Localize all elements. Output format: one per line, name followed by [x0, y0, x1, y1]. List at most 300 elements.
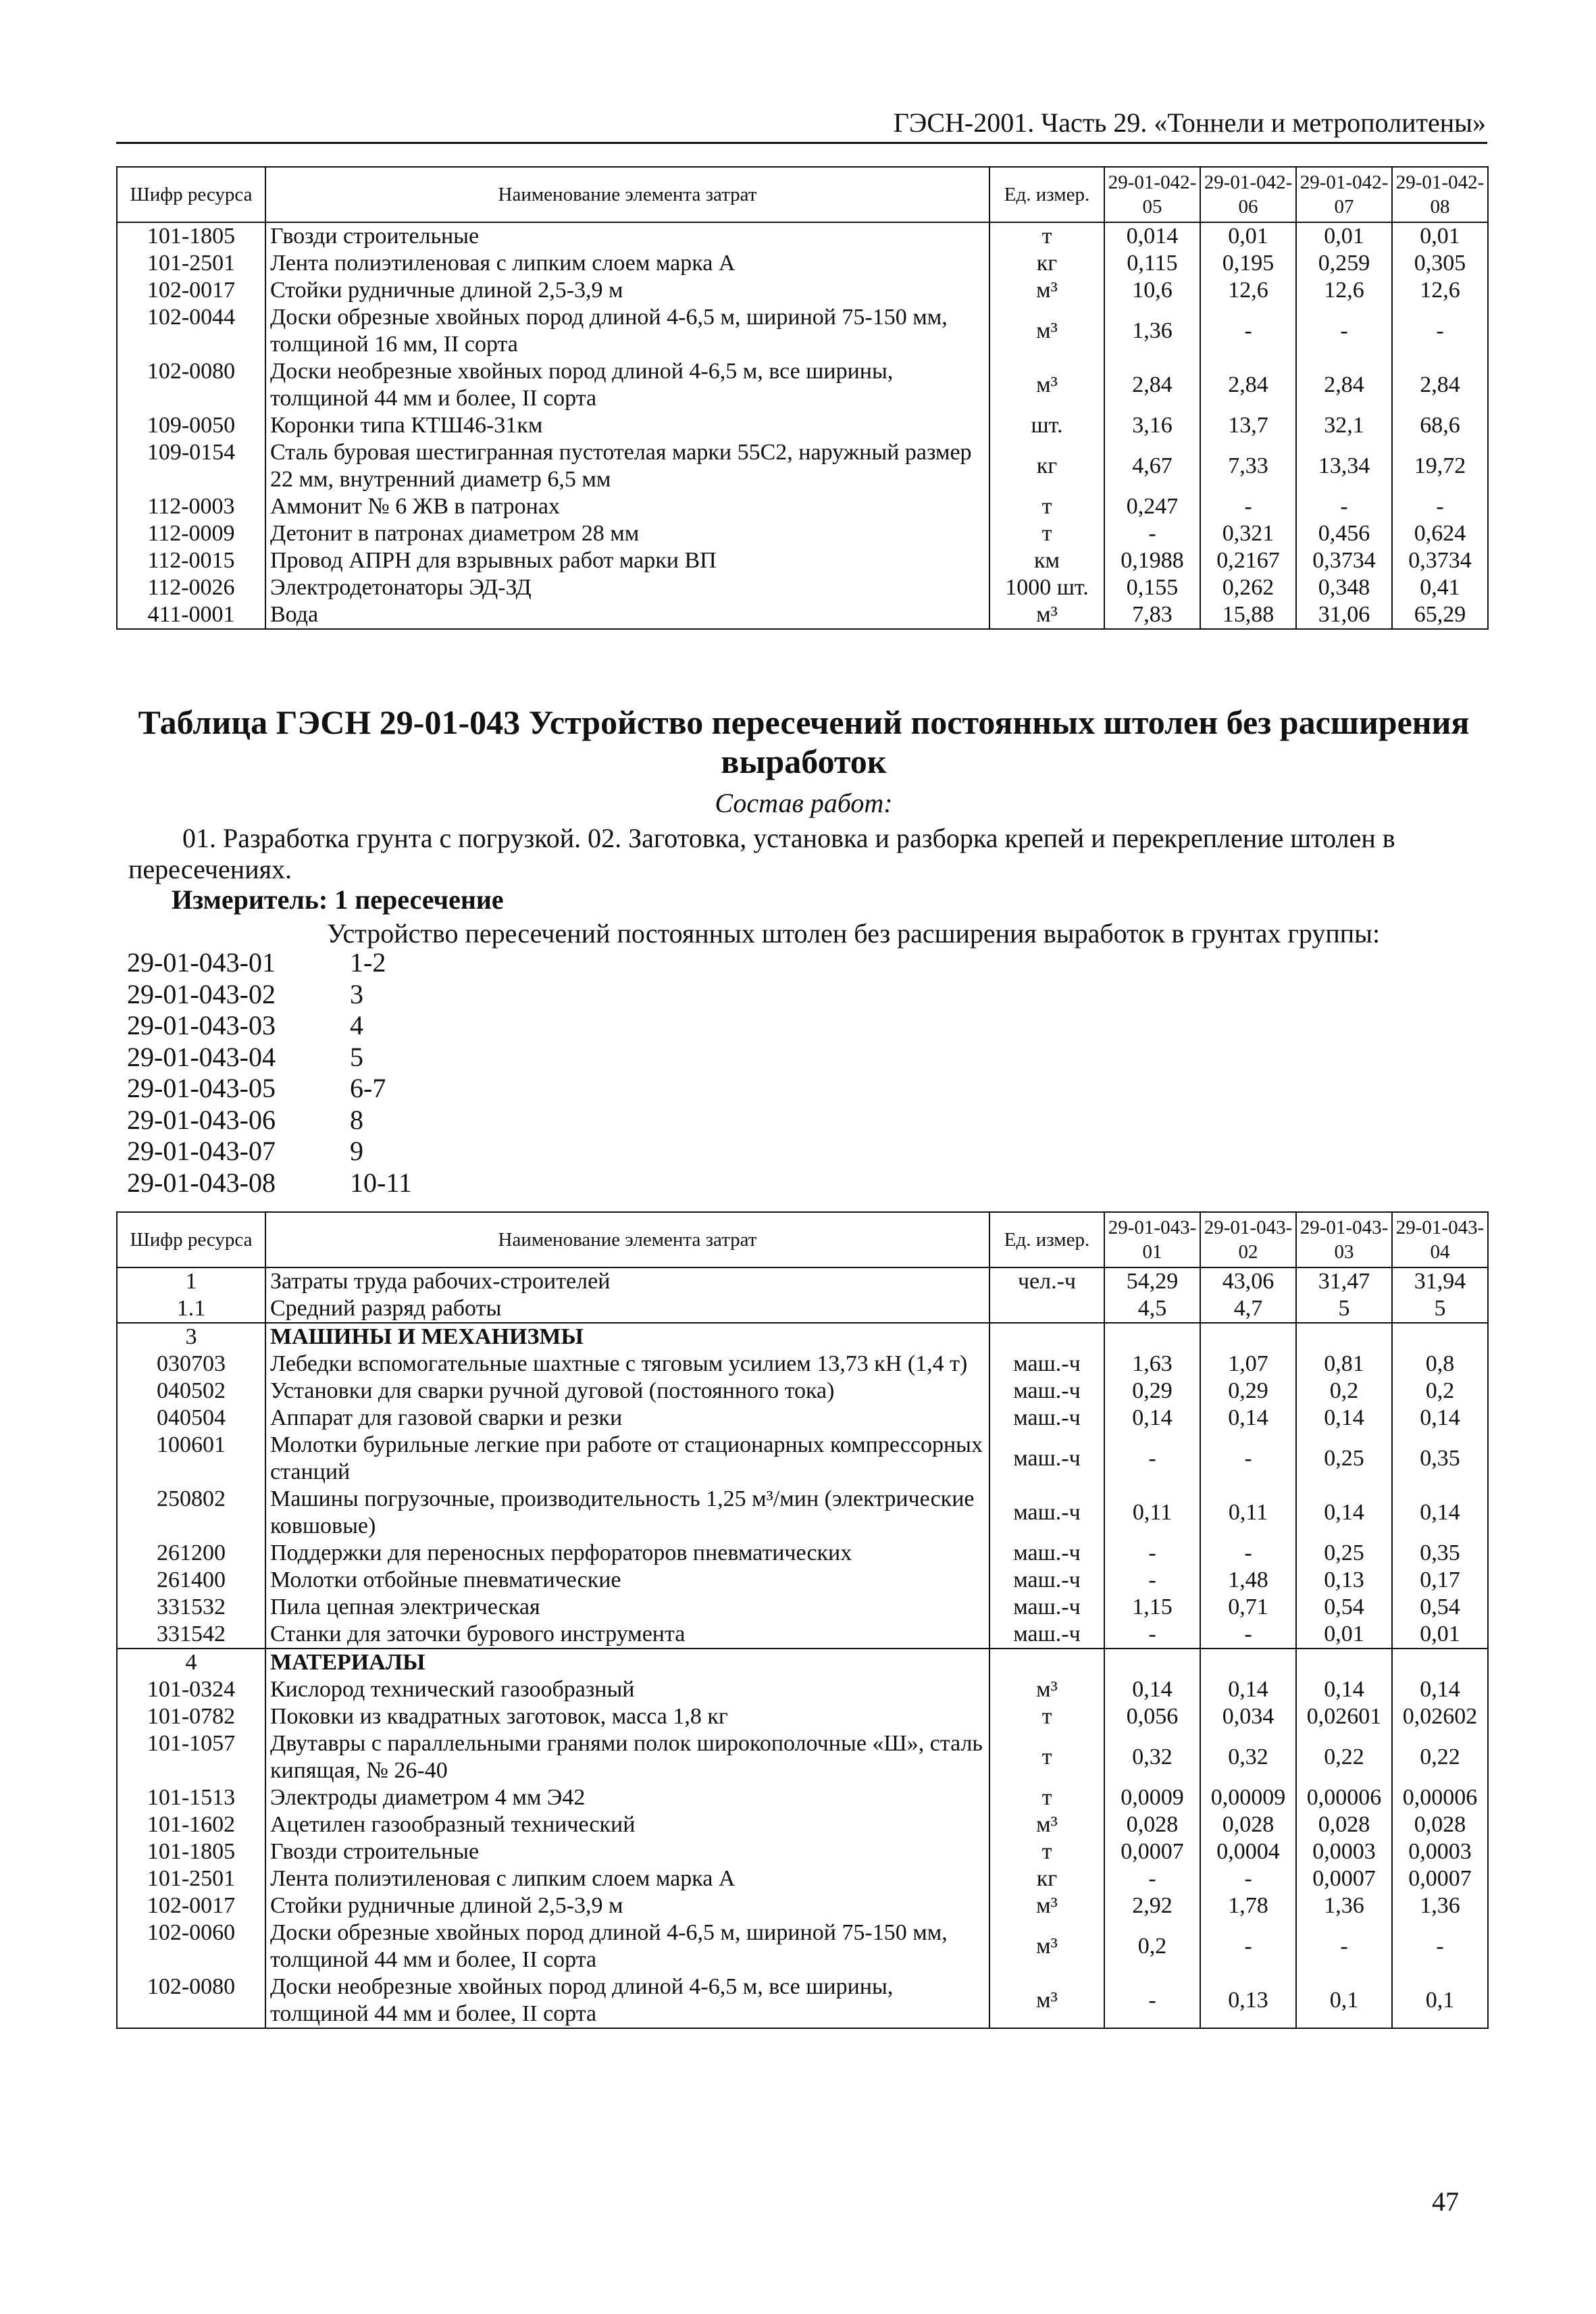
cell-unit: чел.-ч	[989, 1267, 1104, 1295]
cell-code: 101-1602	[117, 1811, 265, 1838]
variant-group: 1-2	[350, 947, 386, 978]
cell-value-4: 0,41	[1392, 574, 1488, 601]
cell-name: Электроды диаметром 4 мм Э42	[265, 1784, 989, 1811]
cell-code: 109-0154	[117, 439, 265, 493]
cell-value-2: -	[1200, 304, 1296, 358]
column-header-code-2: 29-01-042-06	[1200, 167, 1296, 222]
variants-heading: Устройство пересечений постоянных штолен без расширения выработок в грунтах группы:	[327, 918, 1381, 949]
table-row	[117, 1892, 1488, 1919]
cell-value-1: 0,115	[1104, 250, 1200, 277]
cell-value-3	[1296, 1323, 1392, 1351]
cell-name: Доски обрезные хвойных пород длиной 4-6,5 м, шириной 75-150 мм, толщиной 44 мм и более, II сорта	[265, 1919, 989, 1973]
cell-value-3: 0,00006	[1296, 1784, 1392, 1811]
variant-code: 29-01-043-06	[127, 1104, 276, 1135]
cell-unit: т	[989, 222, 1104, 250]
table-row	[117, 1540, 1488, 1567]
variant-code: 29-01-043-03	[127, 1010, 276, 1040]
cell-value-2: -	[1200, 493, 1296, 520]
variant-group: 3	[350, 978, 363, 1009]
cell-value-3: 0,3734	[1296, 547, 1392, 574]
variant-row	[127, 1010, 412, 1042]
column-header-code-1: 29-01-043-01	[1104, 1212, 1200, 1267]
cell-code: 102-0080	[117, 358, 265, 412]
cell-name: Поковки из квадратных заготовок, масса 1,8 кг	[265, 1703, 989, 1730]
cell-code: 101-0782	[117, 1703, 265, 1730]
cell-value-4: 0,8	[1392, 1351, 1488, 1378]
cell-value-1: 0,2	[1104, 1919, 1200, 1973]
cell-value-2: 0,034	[1200, 1703, 1296, 1730]
cell-value-2: 2,84	[1200, 358, 1296, 412]
cell-value-3: 0,348	[1296, 574, 1392, 601]
cell-name: Ацетилен газообразный технический	[265, 1811, 989, 1838]
cell-unit: м³	[989, 1973, 1104, 2028]
table-row	[117, 1676, 1488, 1703]
cell-value-4: 1,36	[1392, 1892, 1488, 1919]
cell-value-4: 68,6	[1392, 412, 1488, 439]
cell-unit: маш.-ч	[989, 1540, 1104, 1567]
variant-row	[127, 1073, 412, 1105]
variant-group: 9	[350, 1136, 363, 1166]
page-number: 47	[1432, 2186, 1459, 2217]
variant-code: 29-01-043-02	[127, 978, 276, 1009]
variant-group: 8	[350, 1104, 363, 1135]
cell-unit: м³	[989, 358, 1104, 412]
cell-value-3: 0,54	[1296, 1594, 1392, 1621]
cell-value-4: 0,17	[1392, 1567, 1488, 1594]
cell-name: Доски необрезные хвойных пород длиной 4-6,5 м, все ширины, толщиной 44 мм и более, II сорта	[265, 1973, 989, 2028]
column-header-code-4: 29-01-042-08	[1392, 167, 1488, 222]
cell-code: 102-0017	[117, 1892, 265, 1919]
variant-row	[127, 1042, 412, 1074]
cell-name: Лебедки вспомогательные шахтные с тяговым усилием 13,73 кН (1,4 т)	[265, 1351, 989, 1378]
cell-unit: т	[989, 493, 1104, 520]
cell-name: Провод АПРН для взрывных работ марки ВП	[265, 547, 989, 574]
cell-code: 112-0009	[117, 520, 265, 547]
cell-value-1	[1104, 1649, 1200, 1676]
cell-value-3: 5	[1296, 1295, 1392, 1323]
cell-value-4: 65,29	[1392, 601, 1488, 629]
cell-value-2: 0,14	[1200, 1405, 1296, 1432]
table-row	[117, 1432, 1488, 1486]
cell-code: 250802	[117, 1486, 265, 1540]
table-header-row	[117, 1212, 1488, 1267]
cell-unit: м³	[989, 1919, 1104, 1973]
cell-name: Молотки бурильные легкие при работе от стационарных компрессорных станций	[265, 1432, 989, 1486]
cell-value-4: 5	[1392, 1295, 1488, 1323]
cell-value-4: 0,54	[1392, 1594, 1488, 1621]
cell-code: 1	[117, 1267, 265, 1295]
composition-label: Состав работ:	[715, 788, 893, 818]
variant-group: 10-11	[350, 1167, 412, 1198]
variant-row	[127, 979, 412, 1011]
cell-name: Станки для заточки бурового инструмента	[265, 1621, 989, 1649]
cell-value-2: 0,321	[1200, 520, 1296, 547]
cell-unit: м³	[989, 1676, 1104, 1703]
cell-value-3: 0,01	[1296, 222, 1392, 250]
cell-code: 101-1057	[117, 1730, 265, 1784]
table-row	[117, 304, 1488, 358]
column-header-code-3: 29-01-043-03	[1296, 1212, 1392, 1267]
cell-value-1: -	[1104, 1621, 1200, 1649]
cell-unit	[989, 1649, 1104, 1676]
cell-value-2: 0,2167	[1200, 547, 1296, 574]
table-row	[117, 1973, 1488, 2028]
cell-value-3: 0,13	[1296, 1567, 1392, 1594]
cell-value-2: -	[1200, 1865, 1296, 1892]
cell-value-4: 2,84	[1392, 358, 1488, 412]
cell-value-4: 12,6	[1392, 277, 1488, 304]
cell-value-4	[1392, 1323, 1488, 1351]
cell-value-1: 0,014	[1104, 222, 1200, 250]
cell-value-2: 0,29	[1200, 1378, 1296, 1405]
cell-value-2: 7,33	[1200, 439, 1296, 493]
cell-value-1: 0,155	[1104, 574, 1200, 601]
cell-code: 4	[117, 1649, 265, 1676]
cell-unit: кг	[989, 1865, 1104, 1892]
cell-value-3: 0,0007	[1296, 1865, 1392, 1892]
cell-name: Лента полиэтиленовая с липким слоем марка А	[265, 250, 989, 277]
variant-row	[127, 947, 412, 979]
cell-value-4: 0,624	[1392, 520, 1488, 547]
cell-value-2: -	[1200, 1432, 1296, 1486]
cell-code: 331542	[117, 1621, 265, 1649]
variant-row	[127, 1136, 412, 1167]
cell-value-1: 0,247	[1104, 493, 1200, 520]
cell-value-2: 1,78	[1200, 1892, 1296, 1919]
cell-name: Доски обрезные хвойных пород длиной 4-6,5 м, шириной 75-150 мм, толщиной 16 мм, II сорта	[265, 304, 989, 358]
cell-value-4: 0,22	[1392, 1730, 1488, 1784]
table-row	[117, 1811, 1488, 1838]
table-row	[117, 1730, 1488, 1784]
cell-value-1: 10,6	[1104, 277, 1200, 304]
cell-unit: т	[989, 520, 1104, 547]
cell-value-2: 1,07	[1200, 1351, 1296, 1378]
cell-code: 102-0044	[117, 304, 265, 358]
cell-name: Кислород технический газообразный	[265, 1676, 989, 1703]
cell-name: Сталь буровая шестигранная пустотелая марки 55С2, наружный размер 22 мм, внутренний диаметр 6,5 мм	[265, 439, 989, 493]
table-row	[117, 547, 1488, 574]
table-title-line-2: выработок	[721, 743, 887, 780]
cell-value-2	[1200, 1323, 1296, 1351]
cell-value-4: 0,305	[1392, 250, 1488, 277]
table-row	[117, 1567, 1488, 1594]
cell-value-2: 0,13	[1200, 1973, 1296, 2028]
column-header-code-3: 29-01-042-07	[1296, 167, 1392, 222]
variant-code: 29-01-043-08	[127, 1167, 276, 1198]
variant-group: 6-7	[350, 1073, 386, 1103]
table-header-row	[117, 167, 1488, 222]
cell-name: Электродетонаторы ЭД-ЗД	[265, 574, 989, 601]
column-header-name: Наименование элемента затрат	[265, 167, 989, 222]
cell-unit: м³	[989, 277, 1104, 304]
cell-unit: км	[989, 547, 1104, 574]
cell-value-1: 0,056	[1104, 1703, 1200, 1730]
cell-value-4: 0,14	[1392, 1405, 1488, 1432]
cell-value-2: 43,06	[1200, 1267, 1296, 1295]
table-body	[117, 1267, 1488, 2028]
cell-value-1: 0,0007	[1104, 1838, 1200, 1865]
cell-unit: 1000 шт.	[989, 574, 1104, 601]
table-row	[117, 277, 1488, 304]
cell-value-3: 0,14	[1296, 1676, 1392, 1703]
cell-code: 112-0015	[117, 547, 265, 574]
column-header-code: Шифр ресурса	[117, 1212, 265, 1267]
cell-value-1: 4,67	[1104, 439, 1200, 493]
cell-value-1: 0,028	[1104, 1811, 1200, 1838]
cell-value-3: 0,25	[1296, 1540, 1392, 1567]
cell-value-2: -	[1200, 1621, 1296, 1649]
table-row	[117, 1351, 1488, 1378]
table-row	[117, 493, 1488, 520]
table-row	[117, 1267, 1488, 1295]
cell-code: 030703	[117, 1351, 265, 1378]
cell-unit: маш.-ч	[989, 1378, 1104, 1405]
table-row	[117, 358, 1488, 412]
cell-name: МАШИНЫ И МЕХАНИЗМЫ	[265, 1323, 989, 1351]
cell-value-4: 31,94	[1392, 1267, 1488, 1295]
cell-value-4: 19,72	[1392, 439, 1488, 493]
cell-unit: м³	[989, 1811, 1104, 1838]
cell-value-4: 0,0003	[1392, 1838, 1488, 1865]
table-row	[117, 601, 1488, 629]
table-row	[117, 1594, 1488, 1621]
cell-name: Стойки рудничные длиной 2,5-3,9 м	[265, 1892, 989, 1919]
cell-code: 101-0324	[117, 1676, 265, 1703]
cell-value-3: 0,22	[1296, 1730, 1392, 1784]
cell-unit: м³	[989, 601, 1104, 629]
cell-value-3: 0,0003	[1296, 1838, 1392, 1865]
cell-name: Гвозди строительные	[265, 222, 989, 250]
header-rule	[116, 142, 1487, 144]
cell-value-3: 0,14	[1296, 1486, 1392, 1540]
cell-unit: т	[989, 1730, 1104, 1784]
cell-value-4: -	[1392, 304, 1488, 358]
cell-unit: т	[989, 1784, 1104, 1811]
cell-name: Затраты труда рабочих-строителей	[265, 1267, 989, 1295]
cell-unit: маш.-ч	[989, 1432, 1104, 1486]
cell-unit: шт.	[989, 412, 1104, 439]
cell-code: 112-0026	[117, 574, 265, 601]
table-row	[117, 1486, 1488, 1540]
cell-value-3: 0,1	[1296, 1973, 1392, 2028]
cell-value-3: 0,14	[1296, 1405, 1392, 1432]
cell-value-1: 0,29	[1104, 1378, 1200, 1405]
column-header-unit: Ед. измер.	[989, 1212, 1104, 1267]
cell-name: МАТЕРИАЛЫ	[265, 1649, 989, 1676]
cell-unit: маш.-ч	[989, 1621, 1104, 1649]
table-row	[117, 1784, 1488, 1811]
cell-code: 261400	[117, 1567, 265, 1594]
cell-value-1: 1,63	[1104, 1351, 1200, 1378]
cell-value-3: 13,34	[1296, 439, 1392, 493]
column-header-code: Шифр ресурса	[117, 167, 265, 222]
cell-value-2: -	[1200, 1540, 1296, 1567]
variant-code: 29-01-043-07	[127, 1136, 276, 1166]
column-header-code-2: 29-01-043-02	[1200, 1212, 1296, 1267]
cell-code: 101-1805	[117, 222, 265, 250]
cell-value-1: -	[1104, 1865, 1200, 1892]
cell-value-3: 0,25	[1296, 1432, 1392, 1486]
cell-value-4: 0,00006	[1392, 1784, 1488, 1811]
cell-value-1: 0,32	[1104, 1730, 1200, 1784]
cell-value-1: 54,29	[1104, 1267, 1200, 1295]
cell-name: Средний разряд работы	[265, 1295, 989, 1323]
table-row	[117, 1703, 1488, 1730]
cell-value-2: 0,01	[1200, 222, 1296, 250]
cell-value-2	[1200, 1649, 1296, 1676]
cell-name: Стойки рудничные длиной 2,5-3,9 м	[265, 277, 989, 304]
cell-value-1	[1104, 1323, 1200, 1351]
cell-value-4: 0,01	[1392, 222, 1488, 250]
cell-name: Молотки отбойные пневматические	[265, 1567, 989, 1594]
cell-value-1: 0,11	[1104, 1486, 1200, 1540]
cell-value-3	[1296, 1649, 1392, 1676]
cell-code: 100601	[117, 1432, 265, 1486]
cell-value-2: 13,7	[1200, 412, 1296, 439]
cell-value-2: 4,7	[1200, 1295, 1296, 1323]
table-row	[117, 1919, 1488, 1973]
cell-value-2: 0,11	[1200, 1486, 1296, 1540]
cell-value-1: -	[1104, 1540, 1200, 1567]
table-row	[117, 439, 1488, 493]
table-body	[117, 222, 1488, 629]
cell-value-2: 12,6	[1200, 277, 1296, 304]
cell-value-4: 0,0007	[1392, 1865, 1488, 1892]
cell-name: Аммонит № 6 ЖВ в патронах	[265, 493, 989, 520]
cell-value-3: 0,02601	[1296, 1703, 1392, 1730]
cell-unit: кг	[989, 439, 1104, 493]
cell-value-2: 0,195	[1200, 250, 1296, 277]
cell-value-2: 0,028	[1200, 1811, 1296, 1838]
cell-value-1: 2,84	[1104, 358, 1200, 412]
cell-value-4: 0,028	[1392, 1811, 1488, 1838]
cell-value-4: 0,14	[1392, 1676, 1488, 1703]
cell-value-2: 15,88	[1200, 601, 1296, 629]
cell-value-1: -	[1104, 1432, 1200, 1486]
cell-value-4: -	[1392, 493, 1488, 520]
cell-unit: маш.-ч	[989, 1594, 1104, 1621]
cell-code: 109-0050	[117, 412, 265, 439]
cell-name: Машины погрузочные, производительность 1,25 м³/мин (электрические ковшовые)	[265, 1486, 989, 1540]
cell-value-4: 0,1	[1392, 1973, 1488, 2028]
meter-label: Измеритель: 1 пересечение	[172, 884, 504, 915]
cell-unit: т	[989, 1703, 1104, 1730]
cell-value-3: 0,028	[1296, 1811, 1392, 1838]
cell-value-3: 0,81	[1296, 1351, 1392, 1378]
cell-value-1: 1,15	[1104, 1594, 1200, 1621]
cell-unit	[989, 1295, 1104, 1323]
cell-value-2: 0,32	[1200, 1730, 1296, 1784]
cell-value-3: -	[1296, 1919, 1392, 1973]
cell-value-3: 0,259	[1296, 250, 1392, 277]
cell-code: 102-0080	[117, 1973, 265, 2028]
cell-value-4: 0,14	[1392, 1486, 1488, 1540]
cell-name: Поддержки для переносных перфораторов пневматических	[265, 1540, 989, 1567]
cell-value-1: 4,5	[1104, 1295, 1200, 1323]
table-row	[117, 412, 1488, 439]
column-header-name: Наименование элемента затрат	[265, 1212, 989, 1267]
resource-table-042	[116, 166, 1489, 630]
cell-code: 101-1805	[117, 1838, 265, 1865]
cell-code: 1.1	[117, 1295, 265, 1323]
cell-value-4: 0,35	[1392, 1432, 1488, 1486]
cell-unit: кг	[989, 250, 1104, 277]
cell-code: 040502	[117, 1378, 265, 1405]
cell-name: Коронки типа КТШ46-31км	[265, 412, 989, 439]
cell-value-3: 32,1	[1296, 412, 1392, 439]
table-title	[115, 703, 1493, 781]
section-row	[117, 1649, 1488, 1676]
variants-list	[127, 947, 412, 1199]
running-header: ГЭСН-2001. Часть 29. «Тоннели и метрополитены»	[893, 107, 1486, 138]
cell-value-1: 0,0009	[1104, 1784, 1200, 1811]
variant-code: 29-01-043-04	[127, 1041, 276, 1072]
cell-value-3: 31,06	[1296, 601, 1392, 629]
cell-value-2: 0,00009	[1200, 1784, 1296, 1811]
composition-text: 01. Разработка грунта с погрузкой. 02. Заготовка, установка и разборка крепей и перекрепление штолен в пересечениях.	[128, 823, 1395, 884]
cell-value-3: -	[1296, 493, 1392, 520]
table-title-line-1: Таблица ГЭСН 29-01-043 Устройство пересечений постоянных штолен без расширения	[138, 703, 1470, 741]
cell-value-1: 7,83	[1104, 601, 1200, 629]
table-row	[117, 1621, 1488, 1649]
cell-value-1: 0,14	[1104, 1676, 1200, 1703]
column-header-unit: Ед. измер.	[989, 167, 1104, 222]
cell-value-3: 0,2	[1296, 1378, 1392, 1405]
cell-code: 102-0060	[117, 1919, 265, 1973]
table-row	[117, 250, 1488, 277]
cell-value-3: 1,36	[1296, 1892, 1392, 1919]
cell-name: Двутавры с параллельными гранями полок широкополочные «Ш», сталь кипящая, № 26-40	[265, 1730, 989, 1784]
cell-value-1: -	[1104, 1973, 1200, 2028]
cell-value-2: 0,0004	[1200, 1838, 1296, 1865]
cell-value-3: 2,84	[1296, 358, 1392, 412]
cell-name: Доски необрезные хвойных пород длиной 4-6,5 м, все ширины, толщиной 44 мм и более, II сорта	[265, 358, 989, 412]
variant-group: 4	[350, 1010, 363, 1040]
cell-unit: м³	[989, 1892, 1104, 1919]
cell-value-3: 12,6	[1296, 277, 1392, 304]
cell-value-2: 0,14	[1200, 1676, 1296, 1703]
cell-code: 112-0003	[117, 493, 265, 520]
cell-value-1: 2,92	[1104, 1892, 1200, 1919]
cell-value-4	[1392, 1649, 1488, 1676]
cell-code: 101-2501	[117, 1865, 265, 1892]
cell-value-1: 0,1988	[1104, 547, 1200, 574]
cell-name: Гвозди строительные	[265, 1838, 989, 1865]
cell-value-4: 0,02602	[1392, 1703, 1488, 1730]
cell-value-1: 1,36	[1104, 304, 1200, 358]
cell-code: 331532	[117, 1594, 265, 1621]
cell-name: Детонит в патронах диаметром 28 мм	[265, 520, 989, 547]
variant-group: 5	[350, 1041, 363, 1072]
cell-unit: маш.-ч	[989, 1351, 1104, 1378]
cell-name: Лента полиэтиленовая с липким слоем марка А	[265, 1865, 989, 1892]
column-header-code-4: 29-01-043-04	[1392, 1212, 1488, 1267]
table-row	[117, 1865, 1488, 1892]
cell-value-4: 0,3734	[1392, 547, 1488, 574]
cell-code: 101-1513	[117, 1784, 265, 1811]
cell-code: 102-0017	[117, 277, 265, 304]
cell-value-1: -	[1104, 1567, 1200, 1594]
cell-value-4: 0,35	[1392, 1540, 1488, 1567]
cell-value-2: 0,262	[1200, 574, 1296, 601]
cell-unit: маш.-ч	[989, 1486, 1104, 1540]
cell-name: Установки для сварки ручной дуговой (постоянного тока)	[265, 1378, 989, 1405]
table-row	[117, 574, 1488, 601]
table-row	[117, 1295, 1488, 1323]
cell-value-2: 0,71	[1200, 1594, 1296, 1621]
variant-row	[127, 1105, 412, 1136]
cell-value-4: 0,01	[1392, 1621, 1488, 1649]
